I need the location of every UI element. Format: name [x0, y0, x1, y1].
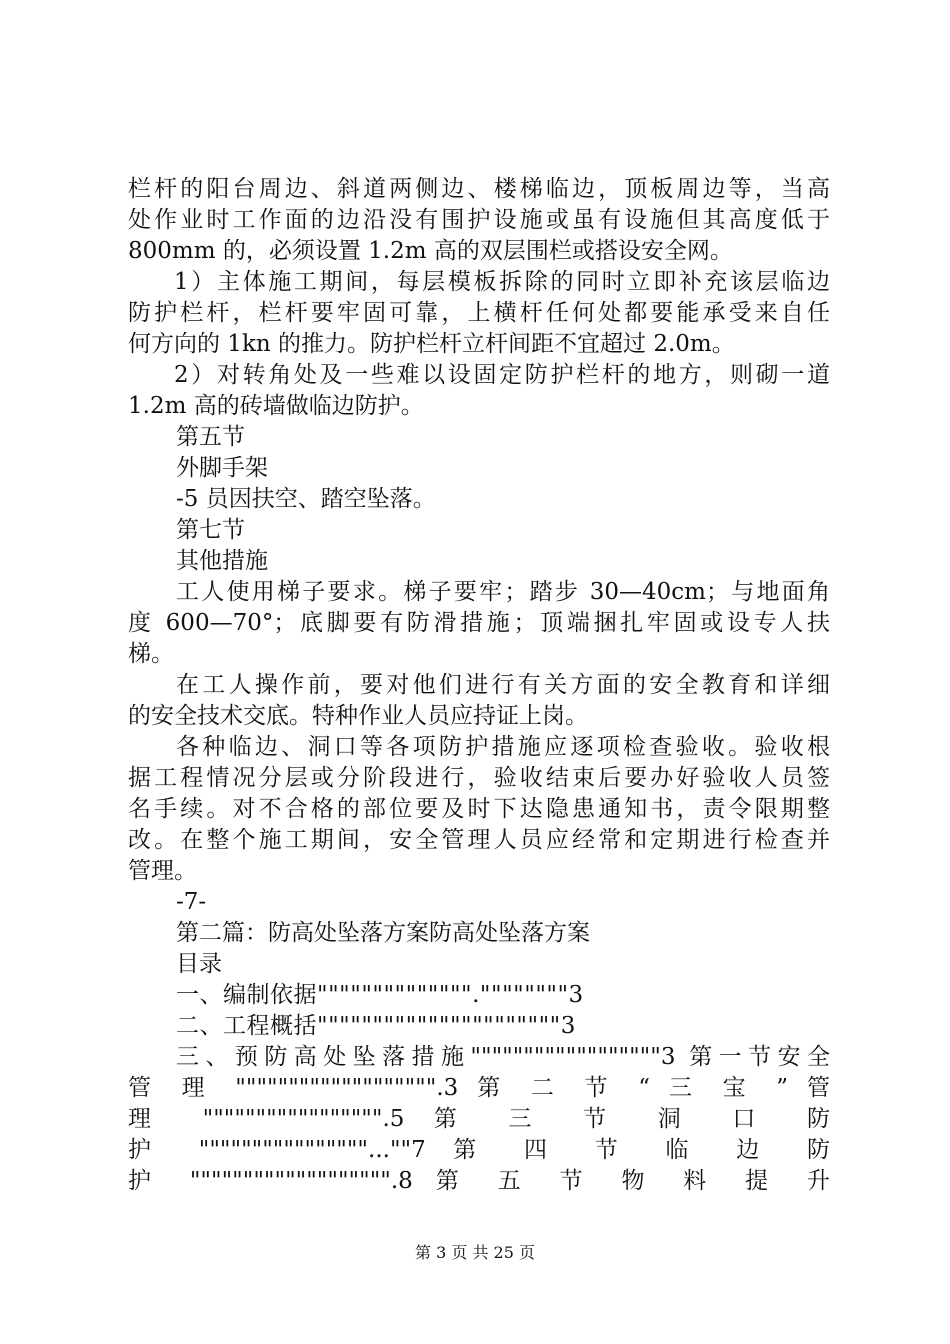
toc-entry: 一、编制依据"""""""""""""".""""""""3 [176, 982, 584, 1008]
section-heading: 其他措施 [176, 548, 268, 574]
paragraph-line: 名手续。对不合格的部位要及时下达隐患通知书，责令限期整 [128, 796, 830, 822]
paragraph-line: 据工程情况分层或分阶段进行，验收结束后要办好验收人员签 [128, 765, 830, 791]
toc-entry: 二、工程概括""""""""""""""""""""""3 [176, 1013, 576, 1039]
toc-entry: 护 """"""""""""""""...""7 第 四 节 临 边 防 [128, 1137, 830, 1163]
paragraph-line: 防护栏杆，栏杆要牢固可靠，上横杆任何处都要能承受来自任 [128, 300, 830, 326]
chapter-title: 第二篇：防高处坠落方案防高处坠落方案 [176, 920, 590, 946]
paragraph-line: 2）对转角处及一些难以设固定防护栏杆的地方，则砌一道 [174, 362, 830, 388]
toc-entry: 管 理 """"""""""""""""""".3 第 二 节 “ 三 宝 ” 管 [128, 1075, 830, 1101]
paragraph-line: 栏杆的阳台周边、斜道两侧边、楼梯临边，顶板周边等，当高 [128, 176, 830, 202]
paragraph-line: 何方向的 1kn 的推力。防护栏杆立杆间距不宜超过 2.0m。 [128, 331, 735, 357]
section-heading: 第七节 [176, 517, 245, 543]
toc-heading: 目录 [176, 951, 222, 977]
paragraph-line: 800mm 的，必须设置 1.2m 高的双层围栏或搭设安全网。 [128, 238, 733, 264]
paragraph-line: 处作业时工作面的边沿没有围护设施或虽有设施但其高度低于 [128, 207, 830, 233]
paragraph-line: 管理。 [128, 858, 197, 884]
paragraph-line: 改。在整个施工期间，安全管理人员应经常和定期进行检查并 [128, 827, 830, 853]
paragraph-line: 度 600—70°；底脚要有防滑措施；顶端捆扎牢固或设专人扶 [128, 610, 830, 636]
paragraph-line: 在工人操作前，要对他们进行有关方面的安全教育和详细 [176, 672, 830, 698]
paragraph-line: 工人使用梯子要求。梯子要牢；踏步 30—40cm；与地面角 [176, 579, 830, 605]
section-heading: 第五节 [176, 424, 245, 450]
inline-page-number: -7- [176, 889, 207, 915]
page-footer: 第 3 页 共 25 页 [415, 1243, 535, 1262]
paragraph-line: 1）主体施工期间，每层模板拆除的同时立即补充该层临边 [174, 269, 830, 295]
section-heading: 外脚手架 [176, 455, 268, 481]
paragraph-line: -5 员因扶空、踏空坠落。 [176, 486, 436, 512]
toc-entry: 三、预防高处坠落措施""""""""""""""""""3 第一节安全 [176, 1044, 830, 1070]
paragraph-line: 的安全技术交底。特种作业人员应持证上岗。 [128, 703, 588, 729]
paragraph-line: 各种临边、洞口等各项防护措施应逐项检查验收。验收根 [176, 734, 830, 760]
paragraph-line: 1.2m 高的砖墙做临边防护。 [128, 393, 424, 419]
toc-entry: 护 """"""""""""""""""".8 第 五 节 物 料 提 升 [128, 1168, 830, 1194]
document-body [128, 174, 830, 1197]
paragraph-line: 梯。 [128, 641, 174, 667]
toc-entry: 理 """"""""""""""""".5 第 三 节 洞 口 防 [128, 1106, 830, 1132]
